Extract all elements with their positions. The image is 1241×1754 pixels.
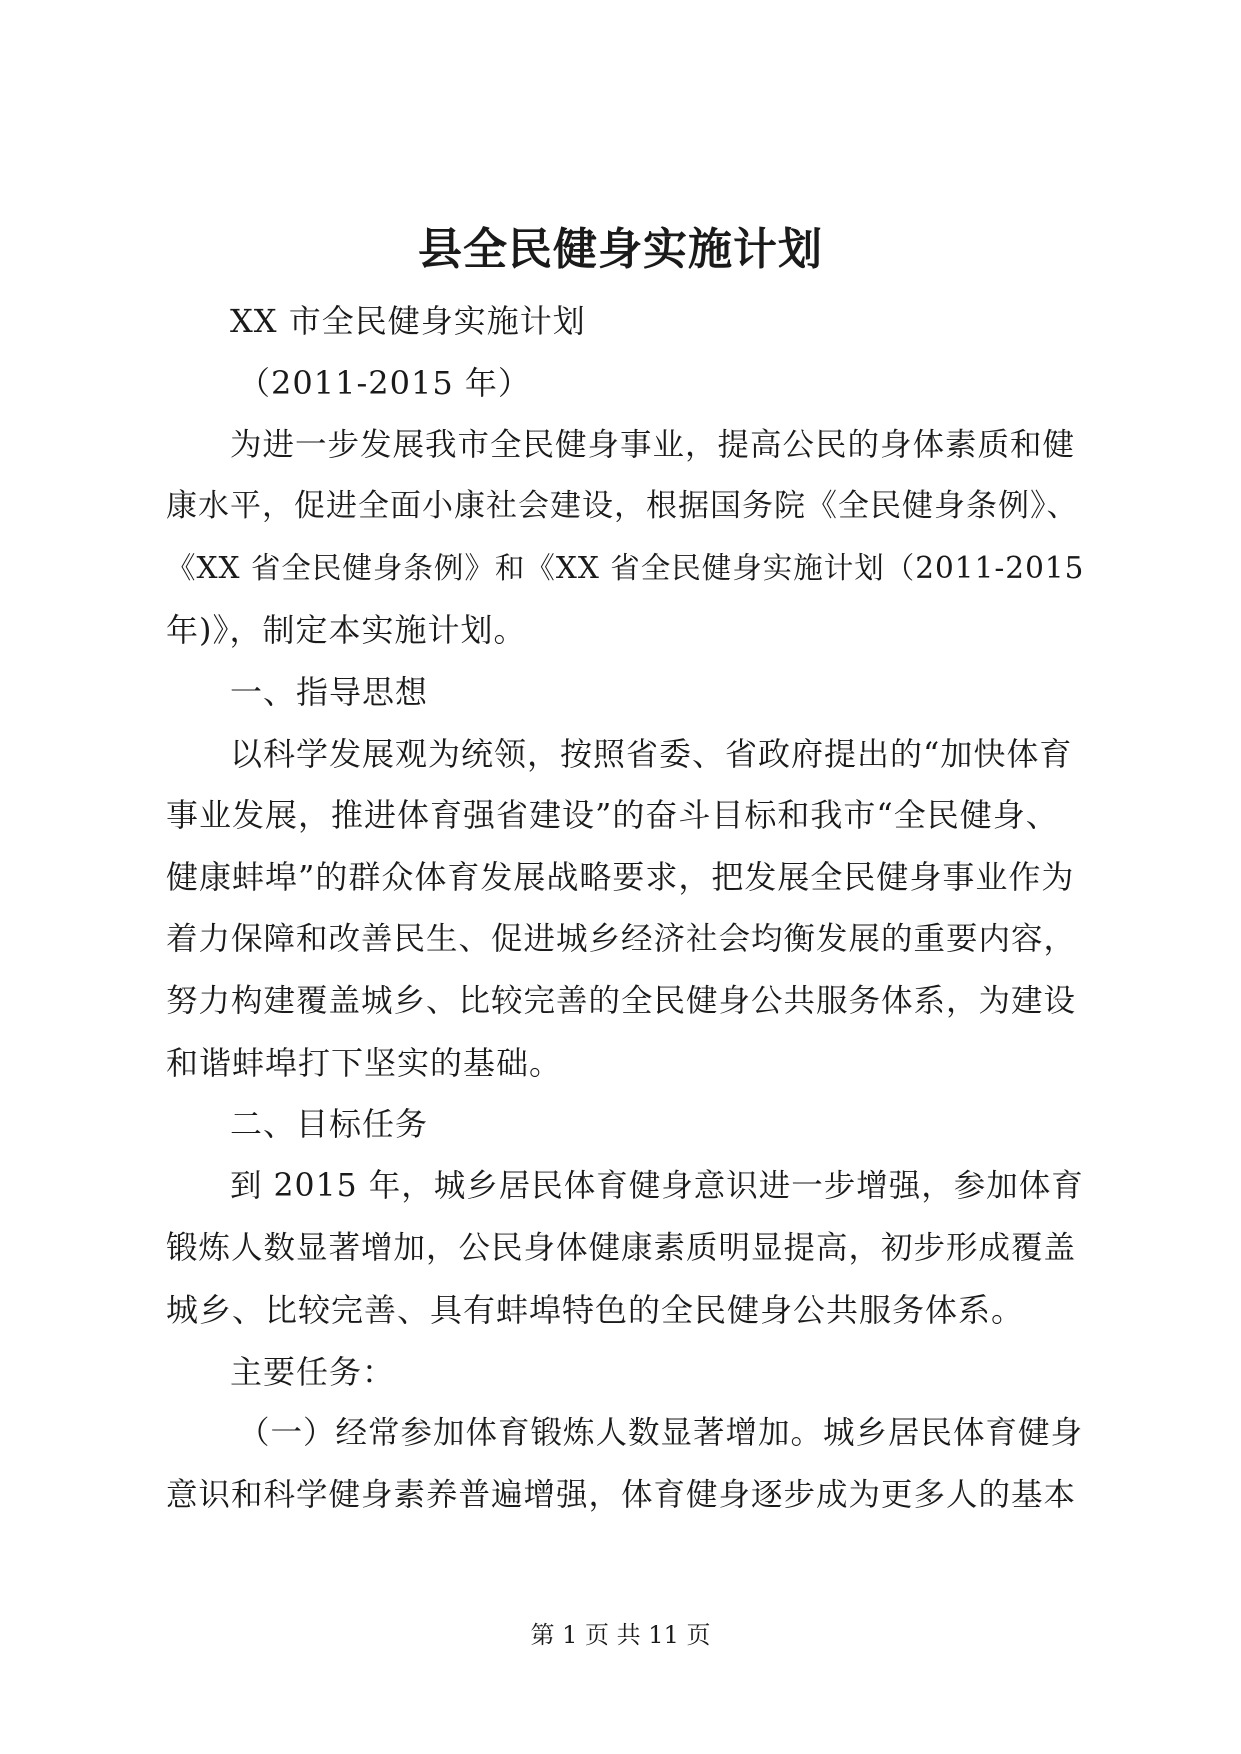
paragraph-line: 康水平，促进全面小康社会建设，根据国务院《全民健身条例》、 bbox=[166, 488, 1079, 525]
paragraph-line: （一）经常参加体育锻炼人数显著增加。城乡居民体育健身 bbox=[238, 1415, 1084, 1452]
paragraph-line: 为进一步发展我市全民健身事业，提高公民的身体素质和健 bbox=[230, 426, 1076, 463]
paragraph-line: 《XX 省全民健身条例》和《XX 省全民健身实施计划（2011-2015 bbox=[166, 551, 1085, 586]
document-body bbox=[166, 291, 1086, 1527]
paragraph-line: 事业发展，推进体育强省建设”的奋斗目标和我市“全民健身、 bbox=[166, 796, 1059, 835]
paragraph-line: 着力保障和改善民生、促进城乡经济社会均衡发展的重要内容， bbox=[166, 920, 1077, 957]
section-heading: 二、目标任务 bbox=[230, 1105, 429, 1144]
paragraph-line: 努力构建覆盖城乡、比较完善的全民健身公共服务体系，为建设 bbox=[166, 982, 1077, 1019]
paragraph-line: 城乡、比较完善、具有蚌埠特色的全民健身公共服务体系。 bbox=[166, 1290, 1025, 1329]
paragraph-line: 到 2015 年，城乡居民体育健身意识进一步增强，参加体育 bbox=[230, 1168, 1084, 1205]
paragraph-line: 意识和科学健身素养普遍增强，体育健身逐步成为更多人的基本 bbox=[166, 1477, 1077, 1514]
date-range-line: （2011-2015 年） bbox=[238, 363, 531, 402]
paragraph-line: 以科学发展观为统领，按照省委、省政府提出的“加快体育 bbox=[230, 734, 1073, 773]
paragraph-line: 和谐蚌埠打下坚实的基础。 bbox=[166, 1043, 563, 1082]
section-heading: 一、指导思想 bbox=[230, 672, 429, 711]
paragraph-line: 年)》，制定本实施计划。 bbox=[166, 610, 527, 649]
paragraph-line: 健康蚌埠”的群众体育发展战略要求，把发展全民健身事业作为 bbox=[166, 858, 1075, 897]
subsection-heading: 主要任务： bbox=[230, 1352, 396, 1391]
page-footer: 第 1 页 共 11 页 bbox=[530, 1621, 711, 1649]
document-title: 县全民健身实施计划 bbox=[418, 224, 823, 275]
paragraph-line: 锻炼人数显著增加，公民身体健康素质明显提高，初步形成覆盖 bbox=[166, 1229, 1077, 1266]
subtitle-line: XX 市全民健身实施计划 bbox=[230, 302, 586, 340]
